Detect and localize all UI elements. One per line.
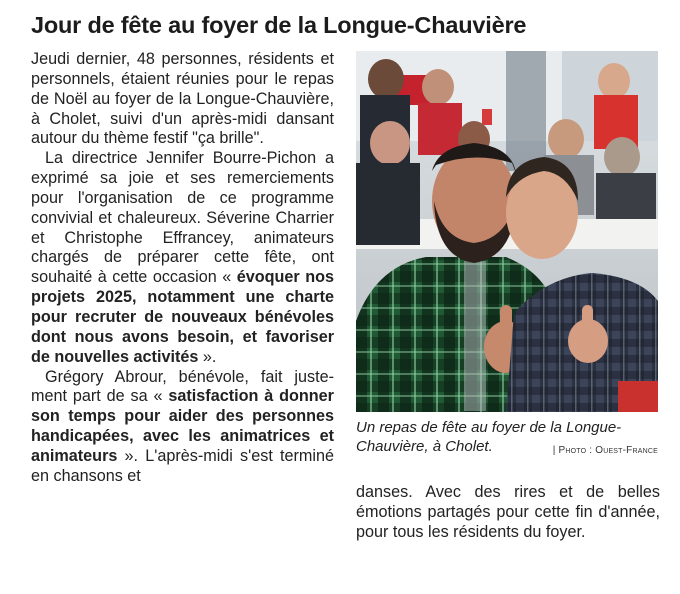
paragraph-2 (31, 149, 334, 367)
article-headline: Jour de fête au foyer de la Longue-Chauvière (31, 12, 527, 38)
paragraph-2-text: La directrice Jennifer Bourre-Pichon a exprimé sa joie et ses remerciements pour l'organisation de ce programme convivial et chaleureux. Séverine Charrier et Christophe Effrancey, animateurs chargés de préparer cette fête, ont souhaité à cette occasion « (31, 149, 334, 287)
photo-illustration (356, 51, 658, 412)
photo-credit: | Photo : Ouest-France (552, 445, 658, 456)
paragraph-3-quote: satisfaction à donner son temps pour aider des personnes handicapées, avec les animatrices et animateurs (31, 387, 334, 465)
article-body-left-column (31, 50, 334, 487)
article-body-right-column (356, 483, 660, 543)
article-photo (356, 51, 658, 412)
paragraph-3-end: ». L'après-midi s'est terminé en chansons et (31, 446, 334, 485)
paragraph-1: Jeudi dernier, 48 personnes, résidents et personnels, étaient réunies pour le repas de Noël au foyer de la Longue-Chauvière, à Cholet, suivi d'un après-midi dansant autour du thème festif "ça brille". (31, 50, 334, 148)
paragraph-2-end: ». (198, 347, 217, 366)
paragraph-2-quote: évoquer nos projets 2025, notamment une charte pour recruter de nouveaux bénévoles dont nous avons besoin, et favoriser de nouvelles activités (31, 268, 334, 366)
paragraph-3 (31, 368, 334, 487)
photo-caption: Un repas de fête au foyer de la Longue-Chauvière, à Cholet. (356, 419, 622, 455)
paragraph-3-continued: danses. Avec des rires et de belles émotions partagés pour cette fin d'année, pour tous les résidents du foyer. (356, 483, 660, 541)
paragraph-3-text: Grégory Abrour, bénévole, fait justement part de sa « (31, 367, 334, 406)
